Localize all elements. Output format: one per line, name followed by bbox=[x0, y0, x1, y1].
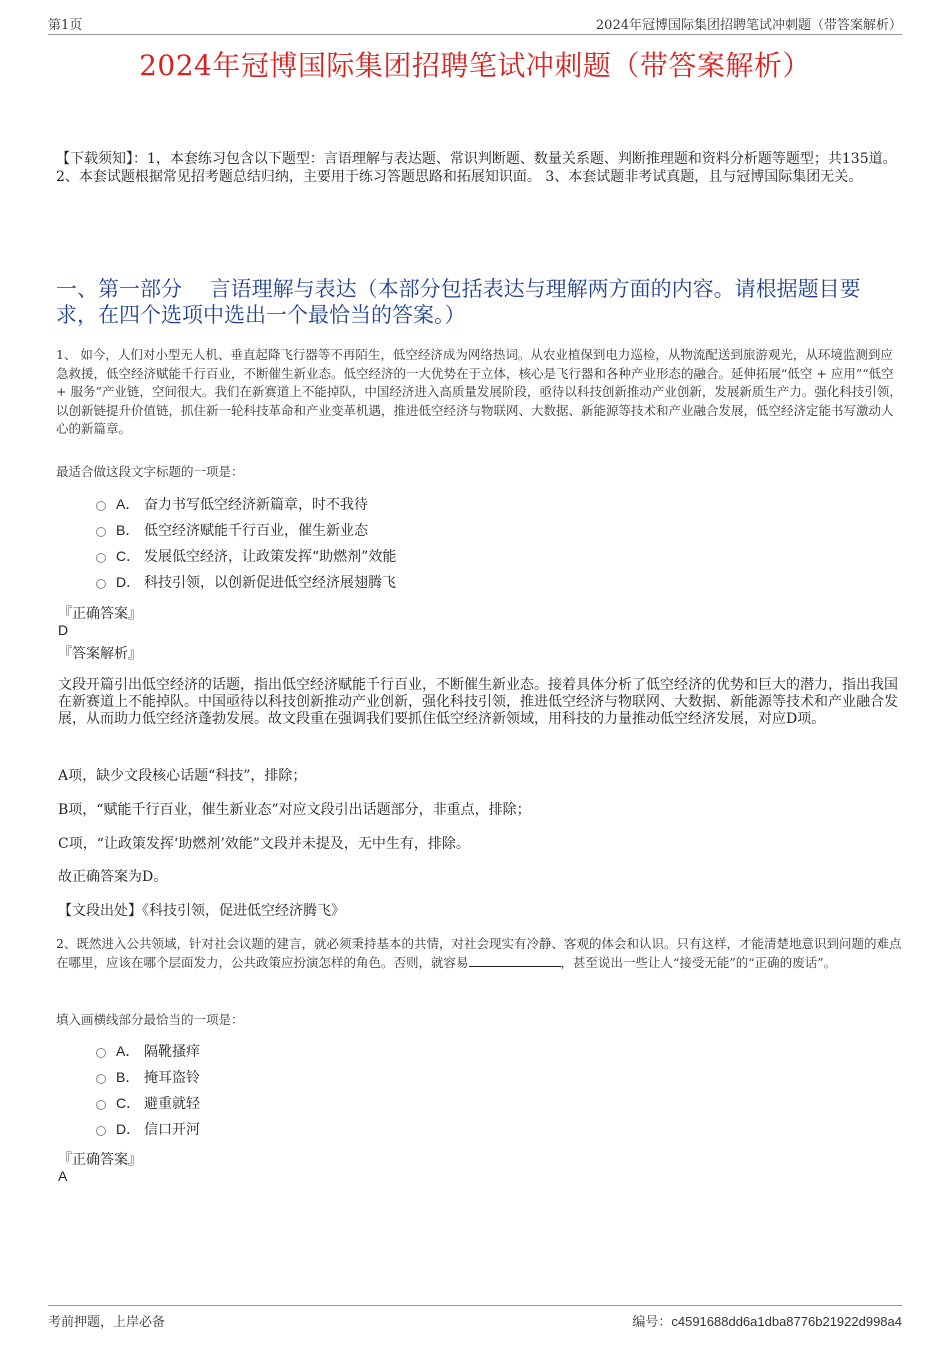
radio-icon[interactable] bbox=[96, 553, 106, 563]
page-number: 第1页 bbox=[48, 18, 83, 33]
question-1-answer: D bbox=[58, 622, 69, 638]
radio-icon[interactable] bbox=[96, 1126, 106, 1136]
fill-blank bbox=[469, 954, 561, 967]
section-heading: 一、第一部分 言语理解与表达（本部分包括表达与理解两方面的内容。请根据题目要求，在四个选项中选出一个最恰当的答案。） bbox=[56, 277, 861, 327]
radio-icon[interactable] bbox=[96, 501, 106, 511]
radio-icon[interactable] bbox=[96, 527, 106, 537]
question-2-prompt: 填入画横线部分最恰当的一项是： bbox=[56, 1012, 244, 1027]
radio-icon[interactable] bbox=[96, 1074, 106, 1084]
question-1-analysis-line: B项，“赋能千行百业，催生新业态”对应文段引出话题部分，非重点，排除； bbox=[58, 802, 531, 818]
question-1-analysis-label: 『答案解析』 bbox=[58, 646, 142, 662]
question-1-analysis: 文段开篇引出低空经济的话题，指出低空经济赋能千行百业，不断催生新业态。接着具体分析了低空经济的优势和巨大的潜力，指出我国在新赛道上不能掉队。中国亟待以科技创新推动产业创新，强化科技引领，推进低空经济与物联网、大数据、新能源等技术和产业融合发展，从而助力低空经济蓬勃发展。故文段重在强调我们要抓住低空经济新领域，用科技的力量推动低空经济发展，对应D项。 bbox=[58, 677, 898, 727]
question-1-analysis-line: 故正确答案为D。 bbox=[58, 869, 168, 885]
radio-icon[interactable] bbox=[96, 1048, 106, 1058]
radio-icon[interactable] bbox=[96, 1100, 106, 1110]
question-2-answer: A bbox=[58, 1168, 68, 1184]
footer-slogan: 考前押题，上岸必备 bbox=[48, 1315, 166, 1330]
question-1-analysis-line: A项，缺少文段核心话题“科技”，排除； bbox=[58, 768, 307, 784]
question-1-prompt: 最适合做这段文字标题的一项是： bbox=[56, 464, 244, 479]
question-2-answer-label: 『正确答案』 bbox=[58, 1152, 142, 1168]
footer-code: 编号：c4591688dd6a1dba8776b21922d998a4 bbox=[632, 1314, 902, 1330]
question-1-source: 【文段出处】《科技引领，促进低空经济腾飞》 bbox=[58, 903, 345, 919]
question-1-answer-label: 『正确答案』 bbox=[58, 606, 142, 622]
question-1-text: 1、 如今，人们对小型无人机、垂直起降飞行器等不再陌生，低空经济成为网络热词。从农业植保到电力巡检，从物流配送到旅游观光，从环境监测到应急救援，低空经济赋能千行百业，不断催生新业态。低空经济的一大优势在于立体，核心是飞行器和各种产业形态的融合。延伸拓展“低空 + 应用”“低空 + 服务”产业链，空间很大。我们在新赛道上不能掉队，中国经济进入高质量发展阶段，亟待以科技创新推动产业创新，发展新质生产力。强化科技引领，以创新链提升价值链，抓住新一轮科技革命和产业变革机遇，推进低空经济与物联网、大数据、新能源等技术和产业融合发展，低空经济定能书写激动人心的新篇章。 bbox=[56, 347, 902, 436]
header-doc-title: 2024年冠博国际集团招聘笔试冲刺题（带答案解析） bbox=[595, 18, 902, 33]
download-notice: 【下载须知】：1，本套练习包含以下题型：言语理解与表达题、常识判断题、数量关系题、判断推理题和资料分析题等题型；共135道。 2、本套试题根据常见招考题总结归纳，主要用于练习答题思路和拓展知识面。 3、本套试题非考试真题，且与冠博国际集团无关。 bbox=[56, 151, 897, 185]
question-2-text: 2、既然进入公共领域，针对社会议题的建言，就必须秉持基本的共情，对社会现实有冷静、客观的体会和认识。只有这样，才能清楚地意识到问题的难点在哪里，应该在哪个层面发力，公共政策应扮演怎样的角色。否则，就容易 ，甚至说出一些让人“接受无能”的“正确的废话”。 bbox=[56, 936, 902, 970]
page-header bbox=[48, 14, 902, 35]
page-footer bbox=[48, 1305, 902, 1328]
question-1-analysis-line: C项，“让政策发挥‘助燃剂’效能”文段并未提及，无中生有，排除。 bbox=[58, 836, 470, 852]
document-title: 2024年冠博国际集团招聘笔试冲刺题（带答案解析） bbox=[139, 49, 811, 82]
radio-icon[interactable] bbox=[96, 579, 106, 589]
